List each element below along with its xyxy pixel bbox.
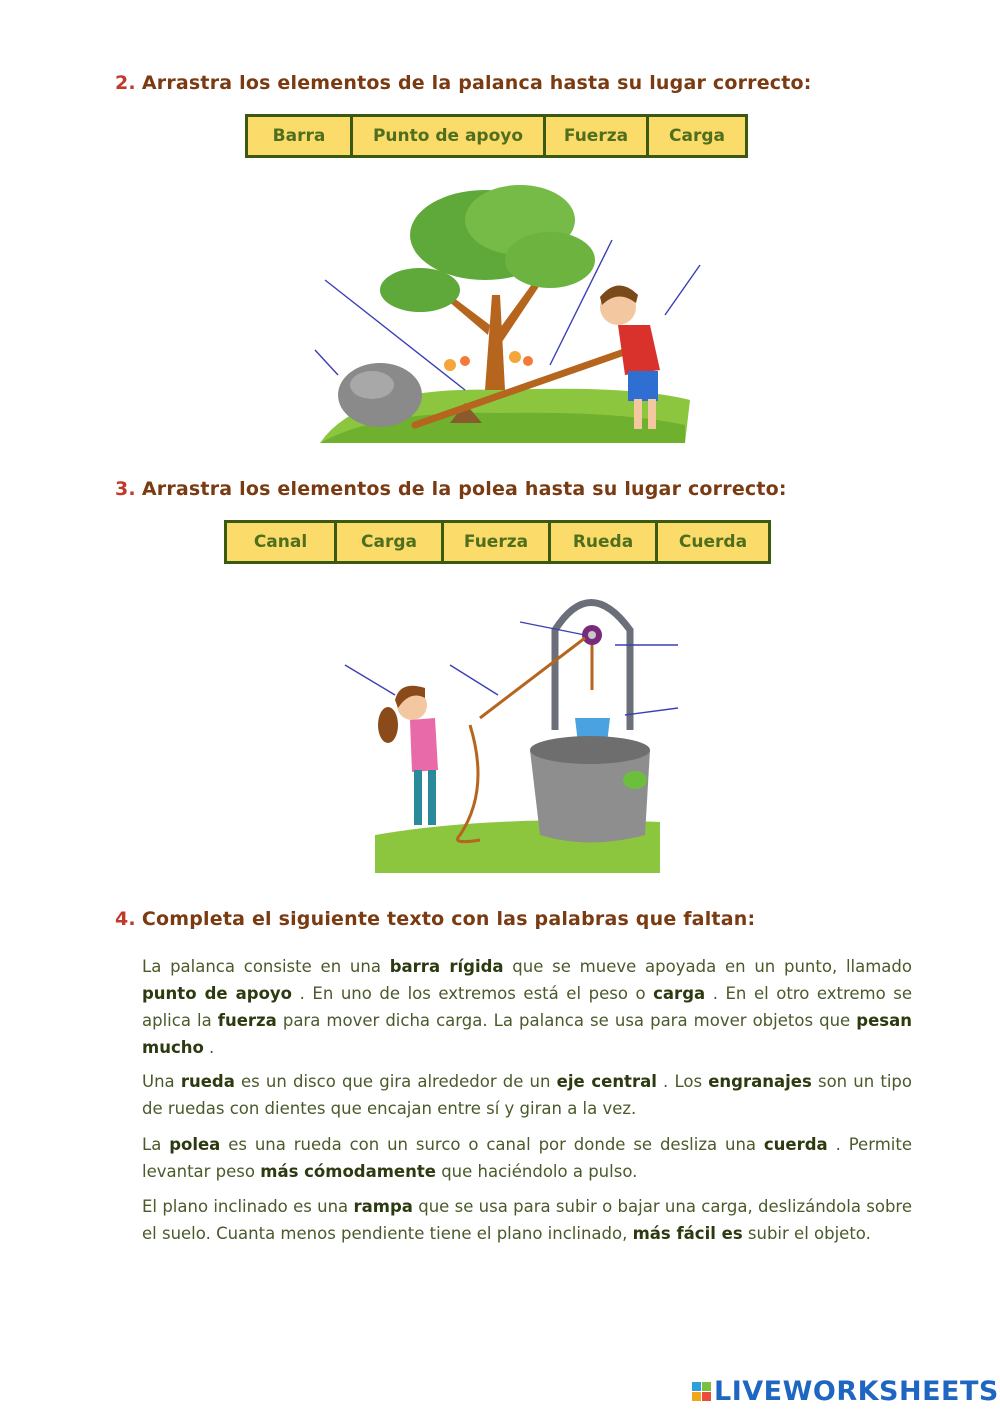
text: La palanca consiste en una — [142, 957, 390, 976]
q3-word-canal[interactable]: Canal — [227, 523, 334, 561]
text: . — [203, 1038, 215, 1057]
q4-title — [115, 908, 755, 930]
text: son un tipo de ruedas con dientes que encajan entre sí y giran a la vez. — [142, 1072, 912, 1118]
blank-rueda[interactable]: rueda — [180, 1072, 235, 1091]
paragraph-plano-inclinado — [142, 1193, 912, 1247]
text: . En uno de los extremos está el peso o — [292, 984, 654, 1003]
lever-illustration — [300, 185, 740, 450]
blank-engranajes[interactable]: engranajes — [708, 1072, 812, 1091]
text: . Los — [656, 1072, 709, 1091]
q3-title-text: Arrastra los elementos de la polea hasta su lugar correcto: — [141, 478, 787, 500]
paragraph-polea — [142, 1131, 912, 1185]
q4-title-text: Completa el siguiente texto con las palabras que faltan: — [141, 908, 756, 930]
text: es un disco que gira alrededor de un — [234, 1072, 557, 1091]
blank-mas-comodamente[interactable]: más cómodamente — [260, 1162, 436, 1181]
blank-carga[interactable]: carga — [653, 984, 706, 1003]
q3-word-carga[interactable]: Carga — [337, 523, 441, 561]
blank-punto-de-apoyo[interactable]: punto de apoyo — [142, 984, 293, 1003]
q2-word-carga[interactable]: Carga — [649, 117, 745, 155]
q2-word-punto-de-apoyo[interactable]: Punto de apoyo — [353, 117, 543, 155]
text: . En el otro extremo se aplica la — [142, 984, 913, 1030]
blank-rampa[interactable]: rampa — [353, 1197, 413, 1216]
text: La — [142, 1135, 170, 1154]
blank-eje-central[interactable]: eje central — [556, 1072, 657, 1091]
blank-fuerza[interactable]: fuerza — [217, 1011, 277, 1030]
text: subir el objeto. — [742, 1224, 871, 1243]
q2-title-text: Arrastra los elementos de la palanca hasta su lugar correcto: — [141, 72, 812, 94]
q2-word-barra[interactable]: Barra — [248, 117, 350, 155]
q3-word-bank — [224, 520, 771, 564]
q2-number: 2. — [115, 72, 136, 94]
text: que haciéndolo a pulso. — [435, 1162, 638, 1181]
text: es una rueda con un surco o canal por donde se desliza una — [220, 1135, 764, 1154]
logo-icon — [692, 1382, 711, 1401]
paragraph-palanca — [142, 953, 912, 1061]
text: Una — [142, 1072, 181, 1091]
text: El plano inclinado es una — [142, 1197, 354, 1216]
blank-pesan-mucho[interactable]: pesan mucho — [142, 1011, 912, 1057]
q4-number: 4. — [115, 908, 136, 930]
q2-title — [115, 72, 812, 94]
pulley-illustration — [340, 590, 685, 875]
q3-title — [115, 478, 787, 500]
liveworksheets-logo[interactable] — [692, 1376, 999, 1407]
blank-cuerda[interactable]: cuerda — [763, 1135, 828, 1154]
q3-word-cuerda[interactable]: Cuerda — [658, 523, 768, 561]
blank-mas-facil-es[interactable]: más fácil es — [632, 1224, 743, 1243]
text: para mover dicha carga. La palanca se usa para mover objetos que — [276, 1011, 857, 1030]
q3-word-rueda[interactable]: Rueda — [551, 523, 655, 561]
q3-word-fuerza[interactable]: Fuerza — [444, 523, 548, 561]
q2-word-bank — [245, 114, 748, 158]
text: que se usa para subir o bajar una carga, deslizándola sobre el suelo. Cuanta menos pendiente tiene el plano inclinado, — [142, 1197, 912, 1243]
text: . Permite levantar peso — [142, 1135, 912, 1181]
paragraph-rueda — [142, 1068, 912, 1122]
q2-word-fuerza[interactable]: Fuerza — [546, 117, 646, 155]
logo-text: LIVEWORKSHEETS — [714, 1376, 999, 1407]
blank-polea[interactable]: polea — [169, 1135, 221, 1154]
blank-barra-rigida[interactable]: barra rígida — [389, 957, 504, 976]
q3-number: 3. — [115, 478, 136, 500]
text: que se mueve apoyada en un punto, llamado — [503, 957, 912, 976]
